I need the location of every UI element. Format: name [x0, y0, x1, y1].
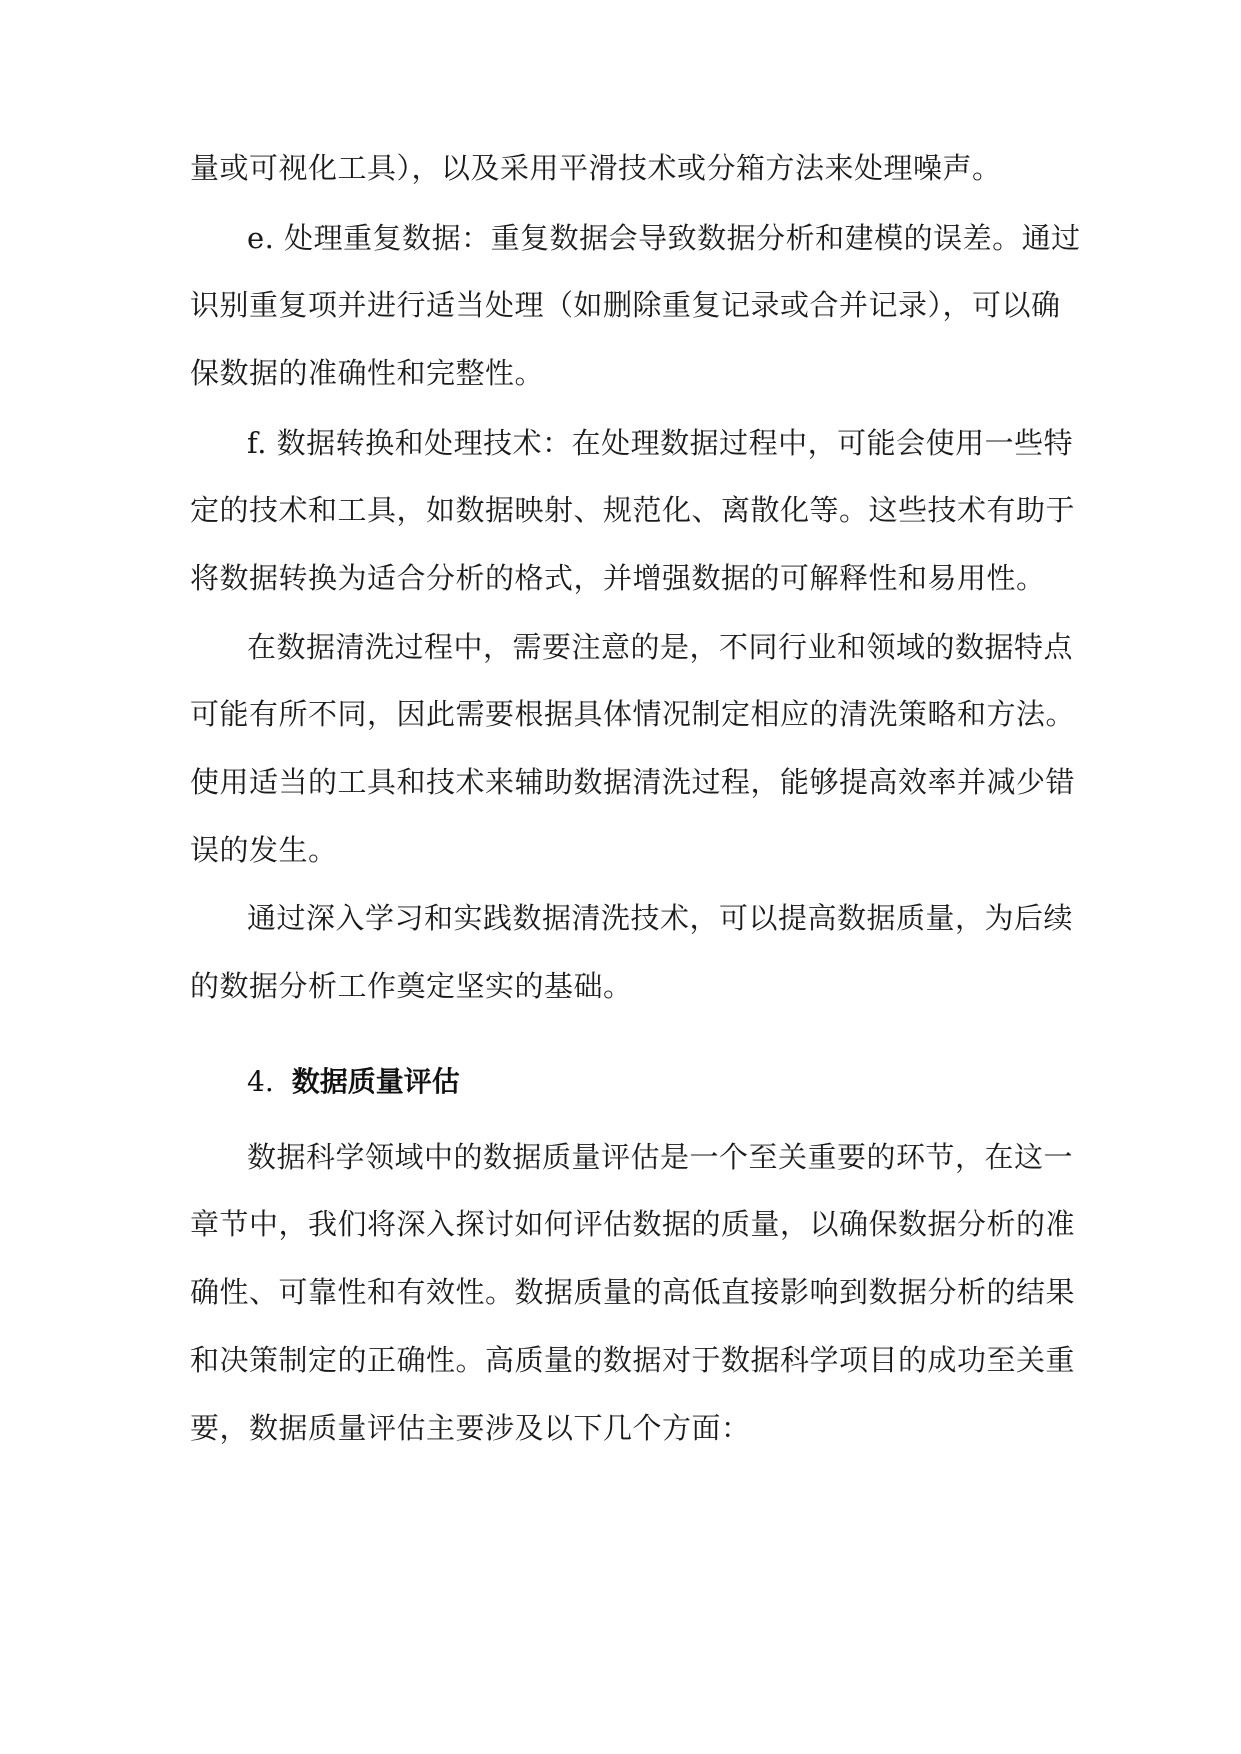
paragraph-line: 保数据的准确性和完整性。 — [190, 356, 545, 390]
paragraph-line: 量或可视化工具），以及采用平滑技术或分箱方法来处理噪声。 — [190, 151, 1002, 185]
paragraph-line: 在数据清洗过程中，需要注意的是，不同行业和领域的数据特点 — [247, 630, 1074, 664]
paragraph-line: 定的技术和工具，如数据映射、规范化、离散化等。这些技术有助于 — [190, 493, 1076, 527]
paragraph-line: 要，数据质量评估主要涉及以下几个方面： — [190, 1411, 751, 1445]
section-number: 4. — [247, 1065, 274, 1098]
paragraph-line: 和决策制定的正确性。高质量的数据对于数据科学项目的成功至关重 — [190, 1343, 1076, 1377]
paragraph-line: 将数据转换为适合分析的格式，并增强数据的可解释性和易用性。 — [190, 561, 1046, 595]
paragraph-line: e. 处理重复数据：重复数据会导致数据分析和建模的误差。通过 — [247, 221, 1081, 255]
paragraph-line: 通过深入学习和实践数据清洗技术，可以提高数据质量，为后续 — [247, 901, 1074, 935]
section-heading — [247, 1062, 460, 1102]
paragraph-line: 确性、可靠性和有效性。数据质量的高低直接影响到数据分析的结果 — [190, 1275, 1076, 1309]
paragraph-line: 章节中，我们将深入探讨如何评估数据的质量，以确保数据分析的准 — [190, 1207, 1076, 1241]
paragraph-line: 的数据分析工作奠定坚实的基础。 — [190, 969, 633, 1003]
paragraph-line: 识别重复项并进行适当处理（如删除重复记录或合并记录），可以确 — [190, 288, 1061, 322]
paragraph-line: 使用适当的工具和技术来辅助数据清洗过程，能够提高效率并减少错 — [190, 765, 1076, 799]
paragraph-line: f. 数据转换和处理技术：在处理数据过程中，可能会使用一些特 — [247, 426, 1074, 460]
paragraph-line: 数据科学领域中的数据质量评估是一个至关重要的环节，在这一 — [247, 1140, 1074, 1174]
section-title: 数据质量评估 — [291, 1065, 460, 1098]
paragraph-line: 可能有所不同，因此需要根据具体情况制定相应的清洗策略和方法。 — [190, 697, 1076, 731]
paragraph-line: 误的发生。 — [190, 833, 338, 867]
